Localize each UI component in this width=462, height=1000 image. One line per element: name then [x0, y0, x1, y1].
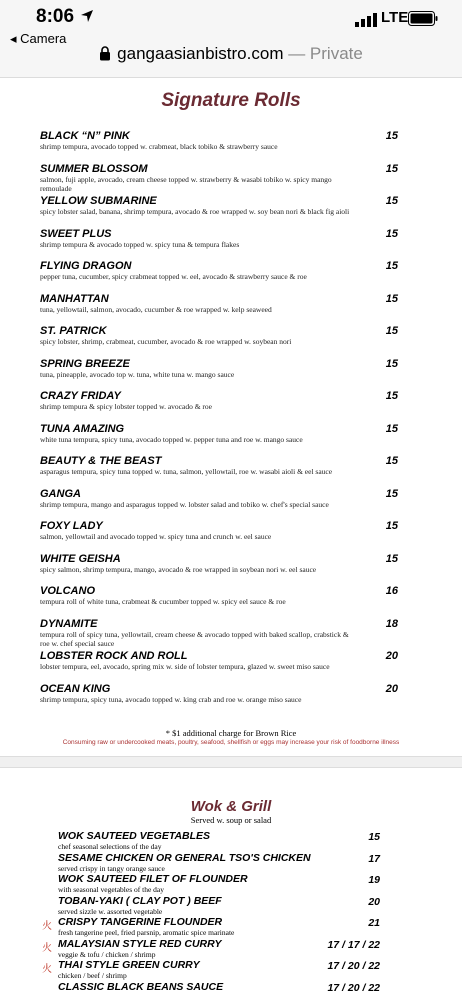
- item-price: 15: [385, 292, 398, 305]
- item-price: 15: [385, 455, 398, 467]
- item-price: 18: [385, 617, 398, 630]
- item-description: shrimp tempura & avocado topped w. spicy tuna & tempura flakes: [40, 239, 240, 249]
- item-name: SPRING BREEZE: [40, 357, 130, 370]
- page-divider: [0, 756, 462, 768]
- brown-rice-note: * $1 additional charge for Brown Rice: [165, 728, 297, 738]
- item-description: pepper tuna, cucumber, spicy crabmeat topped w. eel, avocado & strawberry sauce & roe: [40, 272, 307, 281]
- item-description: spicy salmon, shrimp tempura, mango, avocado & roe wrapped in soybean nori w. eel sauce: [40, 564, 317, 574]
- item-description: lobster tempura, eel, avocado, spring mix w. side of lobster tempura, glazed w. sweet miso sauce: [40, 662, 330, 671]
- item-price: 15: [385, 325, 398, 337]
- item-name: FOXY LADY: [40, 520, 103, 532]
- battery-icon: [408, 11, 438, 26]
- item-price: 15: [385, 357, 398, 370]
- item-price: 21: [368, 917, 380, 929]
- menu-item: [40, 195, 410, 228]
- menu-item: [40, 585, 410, 618]
- item-price: 15: [385, 552, 398, 565]
- item-price: 15: [385, 422, 398, 435]
- menu-item: [40, 455, 410, 488]
- item-name: MANHATTAN: [40, 292, 109, 305]
- item-price: 15: [368, 831, 380, 843]
- item-price: 20: [368, 895, 380, 908]
- menu-item: [58, 831, 388, 853]
- spicy-icon: 火: [42, 921, 52, 932]
- item-description: tempura roll of spicy tuna, yellowtail, cream cheese & avocado topped with baked scallop, crabstick & roe w. chef special sauce: [40, 629, 349, 648]
- menu-item: [58, 982, 388, 1000]
- menu-item: [42, 916, 388, 939]
- item-description: spicy lobster salad, banana, shrimp tempura, avocado & roe wrapped w. soy bean nori & black fig aioli: [40, 207, 350, 216]
- menu-item: [58, 853, 388, 875]
- menu-item: [40, 553, 410, 586]
- item-name: WOK SAUTEED VEGETABLES: [58, 830, 211, 842]
- item-price: 15: [385, 487, 398, 500]
- item-description: chicken / beef / shrimp: [58, 971, 127, 980]
- section-title: Signature Rolls: [161, 90, 301, 111]
- item-description: veggie & tofu / chicken / shrimp: [58, 949, 156, 959]
- item-name: BEAUTY & THE BEAST: [40, 455, 162, 467]
- item-name: YELLOW SUBMARINE: [40, 195, 157, 207]
- item-name: CRISPY TANGERINE FLOUNDER: [58, 916, 223, 928]
- item-price: 17: [368, 852, 380, 865]
- item-name: MALAYSIAN STYLE RED CURRY: [58, 937, 222, 950]
- food-safety-warning: Consuming raw or undercooked meats, poultry, seafood, shellfish or eggs may increase your risk of foodborne illness: [62, 739, 400, 746]
- item-price: 15: [385, 162, 398, 175]
- menu-item: [40, 325, 410, 358]
- menu-item: [40, 488, 410, 521]
- item-description: spicy lobster, shrimp, crabmeat, cucumber, avocado & roe wrapped w. soybean nori: [40, 337, 292, 346]
- lock-icon: [99, 46, 111, 61]
- section-subtitle: Served w. soup or salad: [190, 815, 272, 825]
- item-name: CLASSIC BLACK BEANS SAUCE: [58, 980, 224, 993]
- item-price: 15: [385, 130, 398, 142]
- item-price: 15: [385, 195, 398, 207]
- menu-item: [40, 260, 410, 293]
- menu-item: [40, 390, 410, 423]
- item-description: shrimp tempura, mango and asparagus topped w. lobster salad and tobiko w. chef's special sauce: [40, 499, 329, 509]
- item-description: shrimp tempura, avocado topped w. crabmeat, black tobiko & strawberry sauce: [40, 142, 278, 151]
- menu-item: [58, 874, 388, 896]
- private-label: — Private: [283, 44, 363, 63]
- location-arrow-icon: [80, 9, 94, 23]
- item-price: 15: [385, 390, 398, 402]
- menu-item: [40, 683, 410, 716]
- item-name: SESAME CHICKEN OR GENERAL TSO'S CHICKEN: [58, 851, 311, 864]
- url-domain: gangaasianbistro.com: [117, 44, 284, 63]
- item-name: FLYING DRAGON: [40, 260, 132, 272]
- item-name: VOLCANO: [40, 585, 95, 597]
- item-description: tempura roll of white tuna, crabmeat & cucumber topped w. spicy eel sauce & roe: [40, 597, 286, 606]
- item-description: served crispy in tangy orange sauce: [58, 863, 165, 873]
- item-price: 17 / 20 / 22: [327, 960, 380, 972]
- item-name: SUMMER BLOSSOM: [40, 162, 148, 175]
- item-description: chef seasonal selections of the day: [58, 842, 162, 851]
- menu-item: [58, 896, 388, 918]
- section-title: Wok & Grill: [190, 798, 272, 815]
- item-name: BLACK “N” PINK: [40, 130, 130, 142]
- status-time: 8:06: [36, 6, 75, 27]
- wok-item-list: [42, 830, 388, 1000]
- spicy-icon: 火: [42, 964, 52, 975]
- item-description: fresh tangerine peel, fried parsnip, aromatic spice marinate: [58, 928, 235, 937]
- item-price: 20: [385, 650, 398, 662]
- item-price: 15: [385, 227, 398, 240]
- menu-item: [40, 293, 410, 326]
- menu-item: [42, 959, 388, 982]
- item-price: 19: [368, 874, 380, 886]
- item-description: salmon, yellowtail and avocado topped w. spicy tuna and crunch w. eel sauce: [40, 532, 272, 541]
- item-description: served sizzle w. assorted vegetable: [58, 906, 163, 916]
- item-name: LOBSTER ROCK AND ROLL: [40, 650, 188, 662]
- item-name: TUNA AMAZING: [40, 422, 125, 435]
- item-price: 16: [385, 585, 398, 597]
- item-description: white tuna tempura, spicy tuna, avocado topped w. pepper tuna and roe w. mango sauce: [40, 434, 303, 444]
- signature-roll-list: [40, 130, 410, 715]
- menu-item: [40, 520, 410, 553]
- menu-item: [40, 228, 410, 261]
- item-name: WOK SAUTEED FILET OF FLOUNDER: [58, 873, 248, 885]
- item-description: tuna, pineapple, avocado top w. tuna, white tuna w. mango sauce: [40, 369, 235, 379]
- spicy-icon: 火: [42, 942, 52, 954]
- menu-item: [40, 618, 410, 651]
- item-name: WHITE GEISHA: [40, 552, 121, 565]
- menu-item: [40, 650, 410, 683]
- item-description: shrimp tempura, spicy tuna, avocado topped w. king crab and roe w. orange miso sauce: [40, 694, 302, 704]
- browser-chrome: [0, 0, 462, 78]
- item-name: SWEET PLUS: [40, 227, 112, 240]
- item-price: 17 / 17 / 22: [327, 938, 380, 951]
- menu-item: [40, 130, 410, 163]
- item-description: with seasonal vegetables of the day: [58, 885, 165, 894]
- item-name: ST. PATRICK: [40, 325, 107, 337]
- item-name: CRAZY FRIDAY: [40, 390, 121, 402]
- item-name: OCEAN KING: [40, 682, 111, 695]
- menu-item: [40, 423, 410, 456]
- item-price: 15: [385, 520, 398, 532]
- item-description: asparagus tempura, spicy tuna topped w. tuna, salmon, yellowtail, roe w. wasabi aioli & eel sauce: [40, 467, 333, 476]
- wok-grill-page: [0, 768, 462, 1000]
- signature-rolls-page: [0, 80, 462, 756]
- menu-item: [40, 358, 410, 391]
- item-description: shrimp tempura & spicy lobster topped w. avocado & roe: [40, 402, 212, 411]
- menu-item: [40, 163, 410, 196]
- back-to-camera-link[interactable]: ◂ Camera: [10, 31, 67, 46]
- item-name: DYNAMITE: [40, 617, 98, 630]
- network-type: LTE: [381, 9, 409, 26]
- item-name: TOBAN-YAKI ( CLAY POT ) BEEF: [58, 894, 222, 907]
- item-price: 20: [385, 682, 398, 695]
- item-price: 17 / 20 / 22: [327, 981, 380, 994]
- item-price: 15: [385, 260, 398, 272]
- item-name: GANGA: [40, 487, 81, 500]
- item-name: THAI STYLE GREEN CURRY: [58, 959, 200, 971]
- item-description: tuna, yellowtail, salmon, avocado, cucumber & roe wrapped w. kelp seaweed: [40, 304, 272, 314]
- item-description: salmon, fuji apple, avocado, cream cheese topped w. strawberry & wasabi tobiko w. spicy mango remoulade: [40, 174, 332, 193]
- address-bar[interactable]: [0, 44, 462, 64]
- menu-item: [42, 937, 388, 961]
- cell-signal-icon: [355, 13, 377, 27]
